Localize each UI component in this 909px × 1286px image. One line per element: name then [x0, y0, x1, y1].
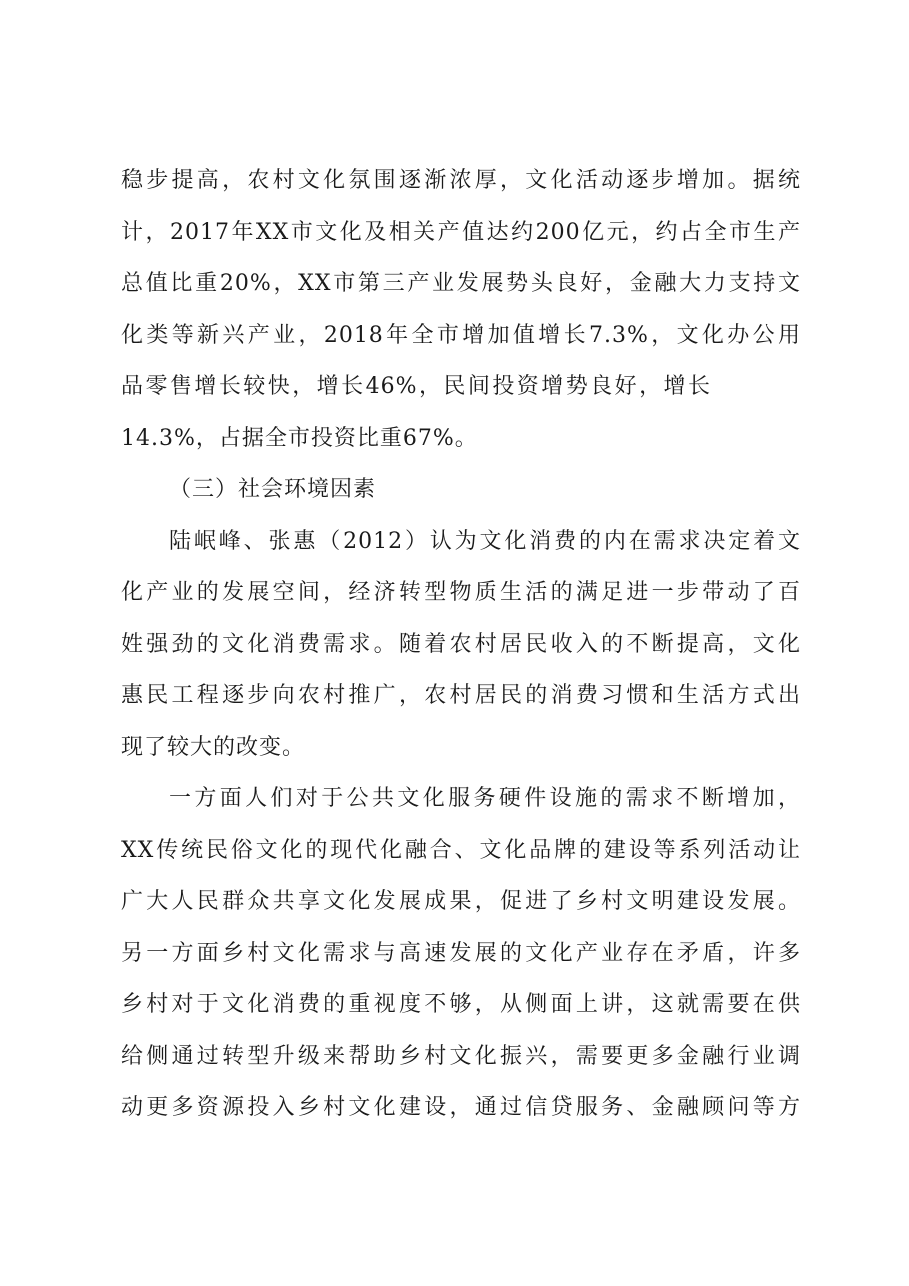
text-line: 给侧通过转型升级来帮助乡村文化振兴，需要更多金融行业调 — [121, 1043, 801, 1069]
text-line: XX传统民俗文化的现代化融合、文化品牌的建设等系列活动让 — [121, 837, 801, 863]
text-line: 现了较大的改变。 — [121, 734, 306, 760]
text-line: 稳步提高，农村文化氛围逐渐浓厚，文化活动逐步增加。据统 — [121, 168, 801, 193]
paragraph-economic-data — [121, 155, 801, 464]
text-line: 陆岷峰、张惠（2012）认为文化消费的内在需求决定着文 — [169, 528, 801, 554]
paragraph-rural-culture — [121, 773, 801, 1134]
text-line: 化类等新兴产业，2018年全市增加值增长7.3%，文化办公用 — [121, 322, 801, 348]
text-line: 广大人民群众共享文化发展成果，促进了乡村文明建设发展。 — [121, 889, 801, 914]
text-line: 品零售增长较快，增长46%，民间投资增势良好，增长 — [121, 374, 711, 399]
text-line: 动更多资源投入乡村文化建设，通过信贷服务、金融顾问等方 — [121, 1095, 801, 1120]
text-line: 乡村对于文化消费的重视度不够，从侧面上讲，这就需要在供 — [121, 992, 801, 1017]
document-page — [121, 155, 801, 1134]
text-line: 总值比重20%，XX市第三产业发展势头良好，金融大力支持文 — [121, 271, 801, 296]
section-heading: （三）社会环境因素 — [169, 477, 377, 502]
text-line: 一方面人们对于公共文化服务硬件设施的需求不断增加， — [169, 786, 801, 811]
text-line: 计，2017年XX市文化及相关产值达约200亿元，约占全市生产 — [121, 219, 801, 245]
text-line: 14.3%，占据全市投资比重67%。 — [121, 425, 478, 451]
text-line: 另一方面乡村文化需求与高速发展的文化产业存在矛盾，许多 — [121, 940, 801, 966]
text-line: 姓强劲的文化消费需求。随着农村居民收入的不断提高，文化 — [121, 631, 801, 657]
text-line: 化产业的发展空间，经济转型物质生活的满足进一步带动了百 — [121, 580, 801, 605]
text-line: 惠民工程逐步向农村推广，农村居民的消费习惯和生活方式出 — [121, 683, 801, 708]
paragraph-consumption-demand — [121, 516, 801, 774]
